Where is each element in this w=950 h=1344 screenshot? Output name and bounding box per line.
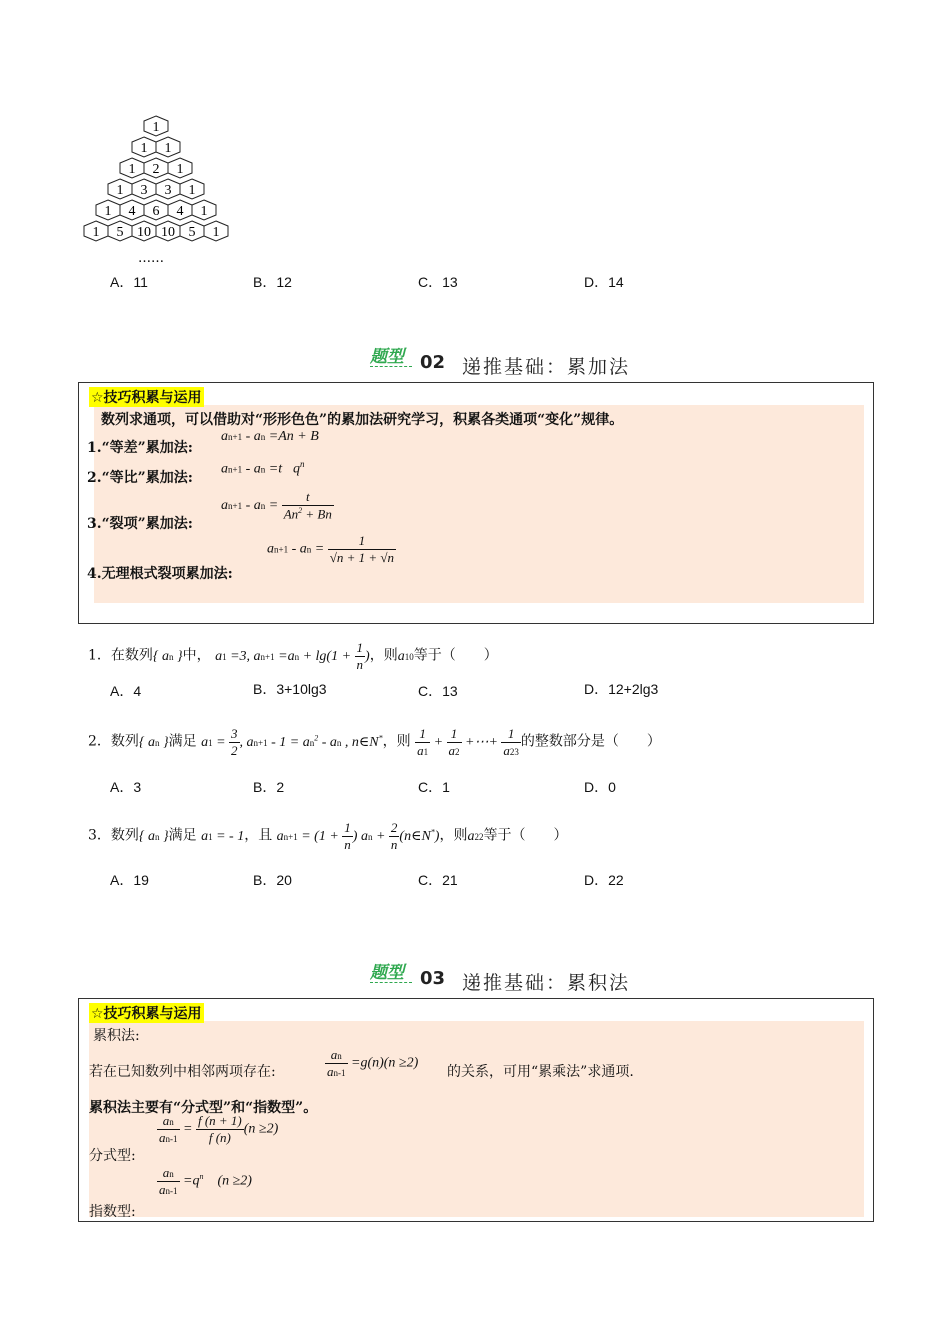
- q2-option-d: D．0: [584, 779, 616, 795]
- q2-option-a: A．3: [110, 779, 142, 795]
- section-dash: [370, 366, 412, 367]
- q1-option-d: D．12+2lg3: [584, 681, 659, 697]
- box-label: ☆技巧积累与运用: [89, 387, 204, 407]
- hex-value: 1: [128, 162, 136, 177]
- technique-box-03: [78, 998, 874, 1222]
- formula-fraction-type: $\frac{an}{an-1}$ = $\frac{f (n + 1)}{f (n)}$ (n ≥2): [159, 1113, 279, 1145]
- text-line-3: 累积法主要有“分式型”和“指数型”。: [89, 1100, 318, 1116]
- section-heading-02: [370, 342, 770, 378]
- q2-option-b: B．2: [253, 779, 285, 795]
- formula-2: an+1 - an $=t􀀀q^n$: [221, 459, 305, 477]
- text-line-1: 累积法:: [93, 1028, 140, 1044]
- q3-option-a: A．19: [110, 872, 149, 888]
- item-2: 2.“等比”累加法:: [87, 470, 193, 486]
- hex-value: 4: [128, 204, 136, 219]
- item-3: 3.“裂项”累加法:: [87, 516, 193, 532]
- hex-value: 10: [161, 225, 175, 240]
- hex-value: 1: [116, 183, 124, 198]
- option-c: C．13: [418, 274, 458, 290]
- item-1: 1.“等差”累加法:: [87, 440, 193, 456]
- hex-value: 1: [140, 141, 148, 156]
- hex-value: 5: [116, 225, 124, 240]
- technique-box-02: [78, 382, 874, 624]
- hex-value: 1: [188, 183, 196, 198]
- hex-value: 4: [176, 204, 184, 219]
- text-line-5: 指数型:: [89, 1204, 136, 1220]
- hex-cells: [84, 116, 228, 241]
- option-b: B．12: [253, 274, 292, 290]
- q3-option-b: B．20: [253, 872, 292, 888]
- pascal-hexagon-triangle: [80, 110, 240, 270]
- hex-value: 5: [188, 225, 196, 240]
- item-4: 4.无理根式裂项累加法:: [87, 566, 233, 582]
- hex-value: 1: [212, 225, 220, 240]
- hex-value: 3: [140, 183, 148, 198]
- hex-value: 1: [176, 162, 184, 177]
- hex-value: 6: [152, 204, 160, 219]
- option-a: A．11: [110, 274, 148, 290]
- triangle-ellipsis: ……: [138, 251, 164, 266]
- intro-text: 数列求通项，可以借助对“形形色色”的累加法研究学习，积累各类通项“变化”规律。: [101, 412, 624, 428]
- section-dash: [370, 982, 412, 983]
- formula-1: an+1 - an =An + B: [221, 429, 319, 444]
- q3-option-c: C．21: [418, 872, 458, 888]
- section-tag: 题型: [370, 347, 404, 367]
- section-number: 02: [420, 352, 446, 373]
- text-line-2a: 若在已知数列中相邻两项存在:: [89, 1064, 276, 1080]
- box-label: ☆技巧积累与运用: [89, 1003, 204, 1023]
- q3-option-d: D．22: [584, 872, 624, 888]
- hex-value: 3: [164, 183, 172, 198]
- question-3: 3．数列{ an }满足 a1 = - 1，且 an+1 = (1 + $\frac{1}{n}$ ) an + $\frac{2}{n}$ (n∈N*)，则a22等于（ ）: [88, 820, 568, 852]
- q1-option-a: A．4: [110, 683, 142, 699]
- option-d: D．14: [584, 274, 624, 290]
- formula-exponent-type: $\frac{an}{an-1}$ $=q^n$ (n ≥2): [159, 1165, 252, 1197]
- section-title: 递推基础：累加法: [462, 356, 631, 378]
- hex-value: 2: [152, 162, 160, 177]
- q2-option-c: C．1: [418, 779, 450, 795]
- hex-value: 1: [104, 204, 112, 219]
- q1-option-c: C．13: [418, 683, 458, 699]
- formula-3: an+1 - an = $\frac{t}{An^2 + Bn}$: [221, 489, 332, 522]
- question-1: 1．在数列{ an }中， a1 =3, an+1 =an + lg(1 + $\frac{1}{n}$ )，则a10等于（ ）: [88, 640, 498, 672]
- hex-value: 1: [92, 225, 100, 240]
- formula-ratio: $\frac{an}{an-1}$ =g(n)(n ≥2): [327, 1047, 419, 1079]
- section-heading-03: [370, 958, 770, 994]
- section-tag: 题型: [370, 963, 404, 983]
- hex-value: 10: [137, 225, 151, 240]
- text-line-4: 分式型:: [89, 1148, 136, 1164]
- section-title: 递推基础：累积法: [462, 972, 631, 994]
- hex-value: 1: [200, 204, 208, 219]
- hex-value: 1: [152, 120, 160, 135]
- q1-option-b: B．3+10lg3: [253, 681, 327, 697]
- text-line-2b: 的关系，可用“累乘法”求通项.: [447, 1064, 634, 1080]
- section-number: 03: [420, 968, 446, 989]
- formula-4: an+1 - an = $\frac{1}{√n + 1 + √n}$: [267, 533, 395, 565]
- hex-value: 1: [164, 141, 172, 156]
- question-2: 2．数列{ an }满足 a1 = $\frac{3}{2}$ , $an+1 - 1 = an^2$ - an , n∈N*，则 $\frac{1}{a1}$ + $\frac{1}{a2}$ +⋯+ $\frac{1}{a23}$ 的整数部分是（ ）: [88, 726, 661, 758]
